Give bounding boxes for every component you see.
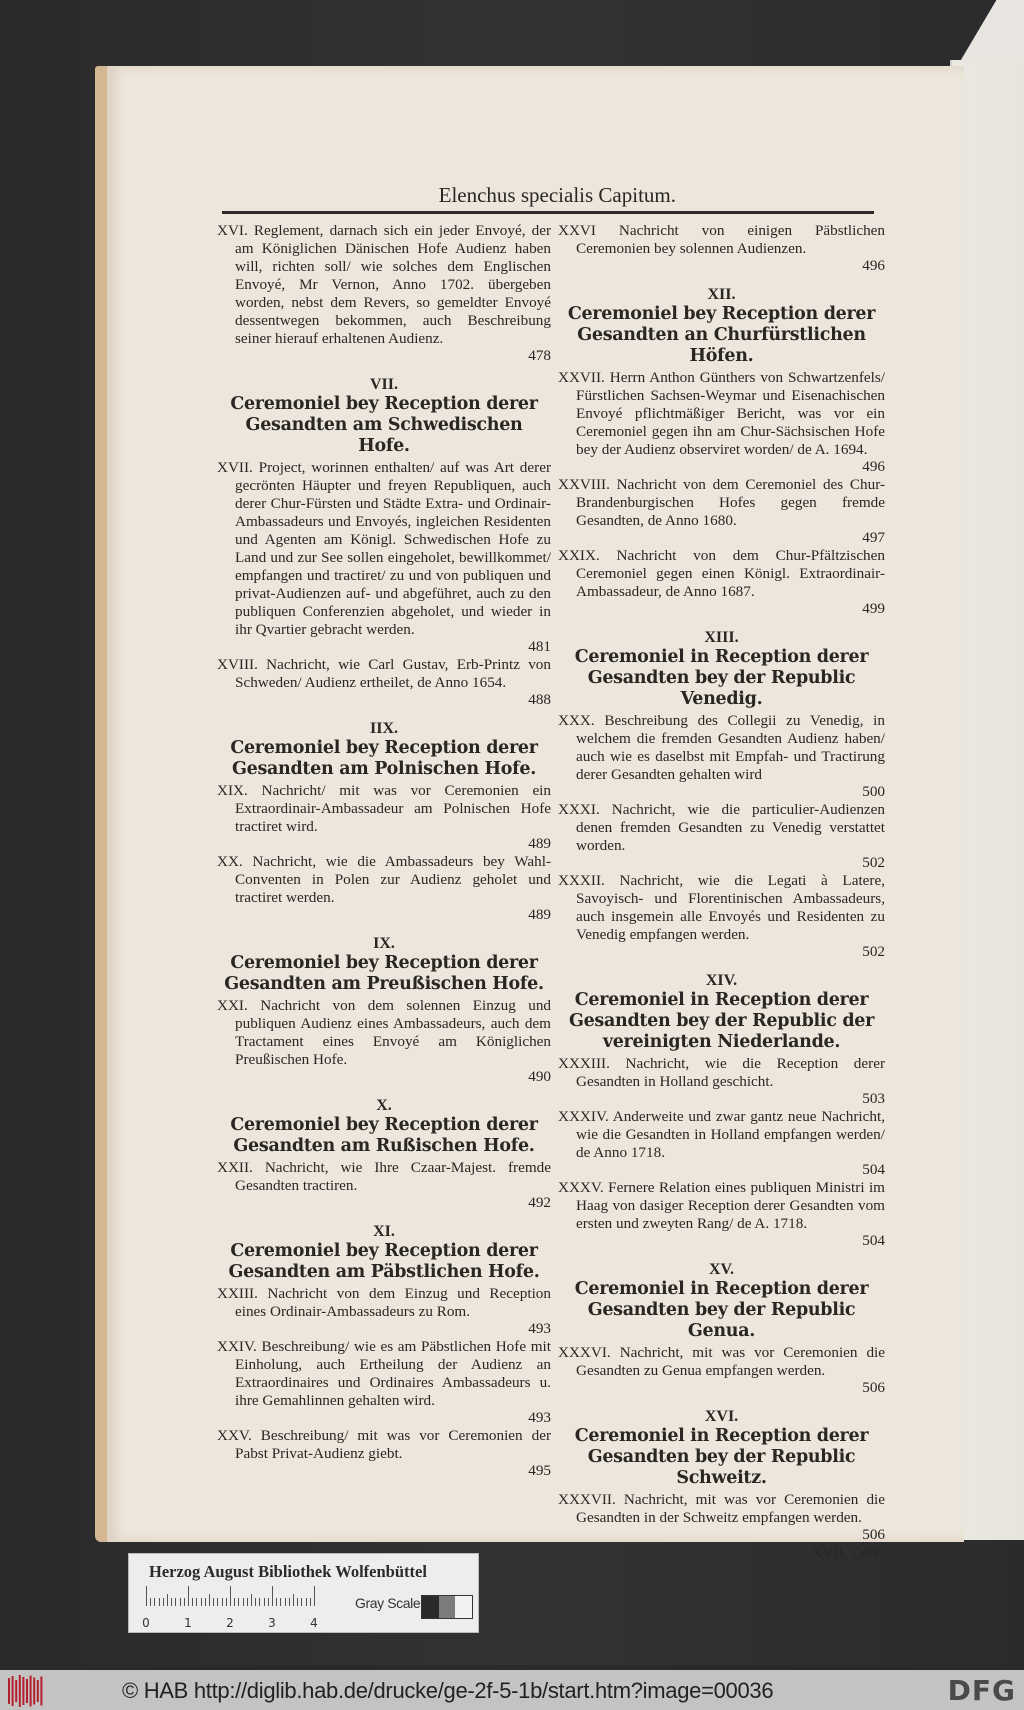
chapter-heading — [217, 934, 551, 995]
toc-entry — [217, 782, 551, 853]
ruler-tick — [301, 1598, 302, 1606]
chapter-number: XIV. — [705, 972, 738, 989]
toc-entry — [558, 1491, 885, 1544]
ruler-tick — [196, 1598, 197, 1606]
entry-body — [558, 1179, 885, 1233]
ruler-tick — [184, 1598, 185, 1606]
entry-number: XXVI — [558, 222, 596, 239]
toc-entry — [217, 1159, 551, 1212]
entry-page-number: 488 — [528, 691, 551, 708]
chapter-number: XI. — [373, 1223, 395, 1240]
entry-text: Nachricht von einigen Päbstlichen Ceremonien bey solennen Audienzen. — [576, 222, 885, 257]
ruler-tick — [167, 1594, 168, 1606]
entry-page-number: 502 — [862, 943, 885, 960]
entry-number: XX. — [217, 853, 243, 870]
entry-text: Beschreibung des Collegii zu Venedig, in welchem die fremden Gesandten Audienz haben/ auch wie es daselbst mit Empfah- und Tractirung derer Gesandten gehalten wird — [576, 712, 885, 783]
entry-page-number: 489 — [528, 835, 551, 852]
toc-entry — [217, 997, 551, 1086]
chapter-title: Ceremoniel bey Reception derer Gesandten an Churfürstlichen Höfen. — [567, 304, 876, 366]
entry-page-number: 500 — [862, 783, 885, 800]
chapter-number: XIII. — [704, 629, 739, 646]
ruler-tick — [230, 1586, 231, 1606]
entry-body — [217, 459, 551, 639]
ruler-label: 0 — [142, 1616, 150, 1630]
ruler-tick — [226, 1598, 227, 1606]
ruler-label: 4 — [310, 1616, 318, 1630]
toc-entry — [217, 1338, 551, 1427]
entry-number: XXXVI. — [558, 1344, 611, 1361]
entry-number: XXXVII. — [558, 1491, 616, 1508]
entry-page-number: 506 — [862, 1379, 885, 1396]
chapter-title: Ceremoniel bey Reception derer Gesandten am Rußischen Hofe. — [230, 1115, 538, 1156]
hab-logo-icon — [6, 1675, 46, 1707]
left-column — [217, 222, 551, 1480]
entry-body — [558, 1055, 885, 1091]
dfg-logo: DFG — [947, 1674, 1016, 1707]
entry-text: Anderweite und zwar gantz neue Nachricht, wie die Gesandten in Holland empfangen werden/ de Anno 1718. — [576, 1108, 885, 1161]
ruler-tick — [175, 1598, 176, 1606]
entry-page-number: 504 — [862, 1161, 885, 1178]
entry-text: Beschreibung/ mit was vor Ceremonien der Pabst Privat-Audienz giebt. — [235, 1427, 551, 1462]
chapter-heading — [558, 1407, 885, 1489]
ruler-tick — [192, 1598, 193, 1606]
library-label-card — [128, 1553, 479, 1633]
entry-number: XVI. — [217, 222, 248, 239]
chapter-title: Ceremoniel in Reception derer Gesandten bey der Republic der vereinigten Niederlande. — [568, 990, 875, 1052]
ruler-tick — [276, 1598, 277, 1606]
entry-number: XXXIV. — [558, 1108, 609, 1125]
ruler-tick — [247, 1598, 248, 1606]
chapter-number: IX. — [373, 935, 395, 952]
ruler-tick — [293, 1594, 294, 1606]
entry-page-number: 506 — [862, 1526, 885, 1543]
toc-entry — [558, 872, 885, 961]
entry-text: Beschreibung/ wie es am Päbstlichen Hofe mit Einholung, auch Ertheilung der Audienz an Extraordinaires und Ordinaires Ambassadeurs u. ihre Gemahlinnen gehalten wird. — [235, 1338, 551, 1409]
ruler-tick — [201, 1598, 202, 1606]
entry-page-number: 499 — [862, 600, 885, 617]
chapter-title: Ceremoniel bey Reception derer Gesandten am Päbstlichen Hofe. — [228, 1241, 540, 1282]
ruler-tick — [272, 1586, 273, 1606]
entry-text: Nachricht, wie Ihre Czaar-Majest. fremde Gesandten tractiren. — [235, 1159, 552, 1194]
entry-page-number: 481 — [528, 638, 551, 655]
ruler-tick — [209, 1594, 210, 1606]
ruler-tick — [217, 1598, 218, 1606]
ruler-tick — [146, 1586, 147, 1606]
chapter-heading — [558, 628, 885, 710]
entry-body — [217, 222, 551, 348]
ruler-tick — [280, 1598, 281, 1606]
chapter-title: Ceremoniel bey Reception derer Gesandten am Schwedischen Hofe. — [230, 394, 538, 456]
ruler-tick — [213, 1598, 214, 1606]
running-title: Elenchus specialis Capitum. — [438, 183, 676, 207]
entry-page-number: 504 — [862, 1232, 885, 1249]
chapter-heading — [217, 1222, 551, 1283]
entry-page-number: 493 — [528, 1409, 551, 1426]
entry-text: Nachricht, wie Carl Gustav, Erb-Printz von Schweden/ Audienz ertheilet, de Anno 1654. — [235, 656, 551, 691]
entry-text: Nachricht von dem Chur-Pfältzischen Ceremoniel gegen einen Königl. Extraordinair-Ambassadeur, de Anno 1687. — [576, 547, 885, 600]
chapter-title: Ceremoniel bey Reception derer Gesandten am Polnischen Hofe. — [230, 738, 538, 779]
entry-number: XXIX. — [558, 547, 600, 564]
chapter-title: Ceremoniel in Reception derer Gesandten bey der Republic Schweitz. — [574, 1426, 869, 1488]
entry-number: XXXII. — [558, 872, 605, 889]
chapter-heading — [217, 719, 551, 780]
toc-entry — [558, 1108, 885, 1179]
chapter-heading — [217, 375, 551, 457]
toc-entry — [558, 801, 885, 872]
chapter-number: IIX. — [369, 720, 398, 737]
toc-entry — [558, 712, 885, 801]
toc-entry — [558, 222, 885, 275]
ruler-tick — [222, 1598, 223, 1606]
entry-text: Herrn Anthon Günthers von Schwartzenfels/ Fürstlichen Sachsen-Weymar und Eisenachischen Envoyé pflichtmäßiger Bericht, was vor ein Ceremoniel gegen ihn am Chur-Sächsischen Hofe bey der Audienz observiret worden/ de A. 1694. — [576, 369, 886, 458]
chapter-title: Ceremoniel in Reception derer Gesandten bey der Republic Genua. — [574, 1279, 869, 1341]
entry-body — [558, 1491, 885, 1527]
chapter-number: X. — [376, 1097, 392, 1114]
entry-number: XXX. — [558, 712, 595, 729]
entry-text: Nachricht von dem Ceremoniel des Chur-Brandenburgischen Hofes gegen fremde Gesandten, de Anno 1680. — [576, 476, 886, 529]
chapter-heading — [558, 1260, 885, 1342]
entry-number: XXII. — [217, 1159, 253, 1176]
footer-bar — [0, 1670, 1024, 1710]
entry-body — [217, 656, 551, 692]
ruler-tick — [314, 1586, 315, 1606]
entry-page-number: 495 — [528, 1462, 551, 1479]
entry-text: Nachricht, wie die Reception derer Gesandten in Holland geschicht. — [576, 1055, 885, 1090]
ruler-tick — [255, 1598, 256, 1606]
entry-page-number: 496 — [862, 458, 885, 475]
ruler-tick — [238, 1598, 239, 1606]
chapter-heading — [558, 971, 885, 1053]
entry-text: Reglement, darnach sich ein jeder Envoyé, der am Königlichen Dänischen Hofe Audienz haben will, richten soll/ wie solches dem Englischen Envoyé, Mr Vernon, Anno 1702. übergeben worden, nebst dem Revers, so gemeldter Envoyé dessentwegen bekommen, auch Beschreibung seiner hierauf erhaltenen Audienz. — [235, 222, 552, 347]
entry-text: Project, worinnen enthalten/ auf was Art derer gecrönten Häupter und freyen Republiquen, auch derer Chur-Fürsten und Städte Extra- und Ordinair-Ambassadeurs und Envoyés, ingleichen Residenten und Agenten am Königl. Schwedischen Hofe zu Land und zur See sollen eingeholet, bewillkommet/ empfangen und tractiret/ zu und von publiquen und privat-Audienzen auf- und abgeführet, auch zu den publiquen Conferenzien abgeholet, und wieder in ihr Qvartier gebracht werden. — [235, 459, 551, 638]
entry-number: XXI. — [217, 997, 248, 1014]
entry-number: XXXV. — [558, 1179, 604, 1196]
ruler-tick — [159, 1598, 160, 1606]
toc-entry — [217, 1427, 551, 1480]
toc-entry — [558, 476, 885, 547]
toc-entry — [558, 1179, 885, 1250]
entry-number: XXXI. — [558, 801, 600, 818]
ruler-tick — [154, 1598, 155, 1606]
entry-body — [217, 1285, 551, 1321]
copyright-url[interactable]: © HAB http://diglib.hab.de/drucke/ge-2f-5-1b/start.htm?image=00036 — [122, 1678, 774, 1703]
entry-text: Nachricht, wie die Ambassadeurs bey Wahl-Conventen in Polen zur Audienz geholet und tractiret werden. — [235, 853, 551, 906]
ruler-label: 1 — [184, 1616, 192, 1630]
right-column — [558, 222, 885, 1562]
ruler-tick — [306, 1598, 307, 1606]
entry-body — [558, 222, 885, 258]
entry-number: XXXIII. — [558, 1055, 610, 1072]
ruler-tick — [188, 1586, 189, 1606]
entry-page-number: 489 — [528, 906, 551, 923]
entry-text: Nachricht, wie die particulier-Audienzen denen fremden Gesandten zu Venedig verstattet worden. — [576, 801, 885, 854]
entry-number: XXVII. — [558, 369, 605, 386]
entry-text: Nachricht von dem Einzug und Reception eines Ordinair-Ambassadeurs zu Rom. — [235, 1285, 551, 1320]
gray-scale-swatch — [421, 1595, 473, 1619]
entry-body — [558, 1108, 885, 1162]
catchword: XVII. Cere- — [811, 1544, 885, 1561]
entry-page-number: 502 — [862, 854, 885, 871]
gray-scale-label: Gray Scale — [355, 1595, 421, 1611]
entry-page-number: 493 — [528, 1320, 551, 1337]
entry-body — [217, 1159, 551, 1195]
entry-text: Nachricht, wie die Legati à Latere, Savoyisch- und Florentinischen Ambassadeurs, auch insgemein alle Envoyés und Residenten zu Venedig empfangen werden. — [576, 872, 886, 943]
ruler-tick — [297, 1598, 298, 1606]
entry-page-number: 478 — [528, 347, 551, 364]
entry-body — [558, 801, 885, 855]
gray-swatch — [455, 1596, 472, 1618]
toc-entry — [558, 1055, 885, 1108]
chapter-number: XVI. — [704, 1408, 739, 1425]
toc-entry — [217, 222, 551, 365]
entry-text: Nachricht, mit was vor Ceremonien die Gesandten zu Genua empfangen werden. — [576, 1344, 885, 1379]
ruler-tick — [268, 1598, 269, 1606]
ruler-label: 3 — [268, 1616, 276, 1630]
ruler-tick — [285, 1598, 286, 1606]
chapter-heading — [558, 285, 885, 367]
toc-entry — [217, 1285, 551, 1338]
entry-page-number: 492 — [528, 1194, 551, 1211]
entry-text: Nachricht, mit was vor Ceremonien die Gesandten in der Schweitz empfangen werden. — [576, 1491, 885, 1526]
entry-page-number: 496 — [862, 257, 885, 274]
entry-number: XVIII. — [217, 656, 258, 673]
header-rule — [222, 211, 874, 214]
toc-entry — [558, 369, 885, 476]
scale-ruler — [142, 1588, 318, 1630]
ruler-tick — [180, 1598, 181, 1606]
entry-text: Nachricht/ mit was vor Ceremonien ein Extraordinair-Ambassadeur am Polnischen Hofe tractiret wird. — [235, 782, 551, 835]
entry-number: XVII. — [217, 459, 253, 476]
toc-entry — [217, 656, 551, 709]
entry-number: XXIII. — [217, 1285, 258, 1302]
ruler-tick — [289, 1598, 290, 1606]
chapter-title: Ceremoniel bey Reception derer Gesandten am Preußischen Hofe. — [224, 953, 544, 994]
ruler-tick — [264, 1598, 265, 1606]
gray-swatch — [422, 1596, 439, 1618]
entry-body — [558, 547, 885, 601]
entry-page-number: 503 — [862, 1090, 885, 1107]
ruler-tick — [251, 1594, 252, 1606]
entry-text: Nachricht von dem solennen Einzug und publiquen Audienz eines Ambassadeurs, auch dem Tractament eines Envoyé am Königlichen Preußischen Hofe. — [235, 997, 551, 1068]
toc-entry — [217, 459, 551, 656]
chapter-title: Ceremoniel in Reception derer Gesandten bey der Republic Venedig. — [574, 647, 869, 709]
ruler-tick — [259, 1598, 260, 1606]
ruler-label: 2 — [226, 1616, 234, 1630]
entry-body — [558, 872, 885, 944]
entry-body — [217, 997, 551, 1069]
entry-number: XIX. — [217, 782, 248, 799]
ruler-tick — [234, 1598, 235, 1606]
gray-swatch — [439, 1596, 456, 1618]
entry-text: Fernere Relation eines publiquen Ministri im Haag von dasiger Reception derer Gesandten vom ersten und zweyten Rang/ de A. 1718. — [576, 1179, 885, 1232]
entry-number: XXV. — [217, 1427, 252, 1444]
entry-number: XXIV. — [217, 1338, 257, 1355]
chapter-number: XV. — [708, 1261, 735, 1278]
chapter-number: VII. — [369, 376, 398, 393]
entry-body — [217, 1427, 551, 1463]
ruler-tick — [243, 1598, 244, 1606]
entry-body — [558, 1344, 885, 1380]
toc-entry — [558, 1344, 885, 1397]
entry-number: XXVIII. — [558, 476, 610, 493]
chapter-number: XII. — [707, 286, 736, 303]
toc-entry — [217, 853, 551, 924]
library-name: Herzog August Bibliothek Wolfenbüttel — [149, 1562, 427, 1581]
entry-body — [558, 369, 885, 459]
entry-body — [217, 782, 551, 836]
ruler-tick — [205, 1598, 206, 1606]
chapter-heading — [217, 1096, 551, 1157]
ruler-tick — [150, 1598, 151, 1606]
entry-page-number: 490 — [528, 1068, 551, 1085]
entry-body — [558, 712, 885, 784]
toc-entry — [558, 547, 885, 618]
entry-page-number: 497 — [862, 529, 885, 546]
ruler-tick — [310, 1598, 311, 1606]
ruler-tick — [171, 1598, 172, 1606]
entry-body — [217, 1338, 551, 1410]
entry-body — [558, 476, 885, 530]
entry-body — [217, 853, 551, 907]
ruler-tick — [163, 1598, 164, 1606]
